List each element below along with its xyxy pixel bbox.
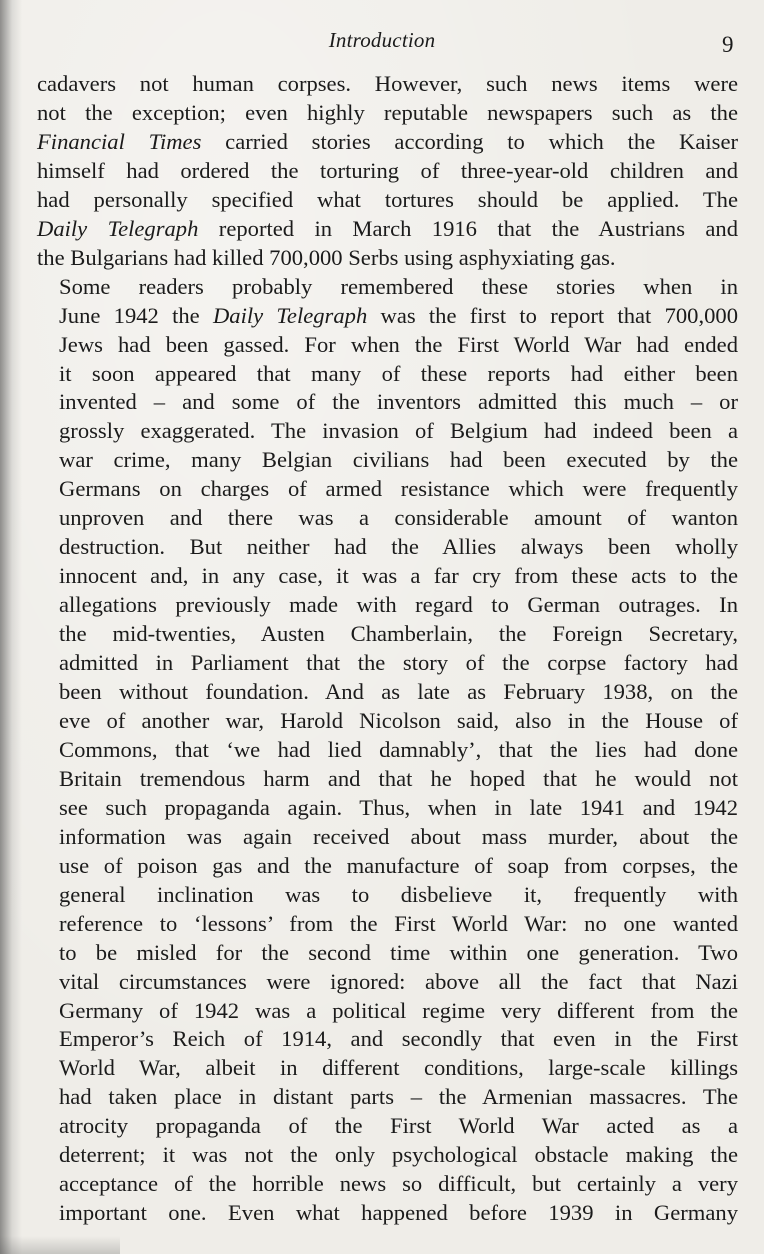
page-number: 9 — [722, 32, 734, 57]
text-line: atrocity propaganda of the First World War acted as a — [59, 1113, 738, 1139]
paragraph — [37, 70, 738, 273]
text-line: Britain tremendous harm and that he hoped that he would not — [59, 765, 738, 791]
text-line: Emperor’s Reich of 1914, and secondly that even in the First — [59, 1026, 738, 1052]
text-line: the Bulgarians had killed 700,000 Serbs using asphyxiating gas. — [37, 244, 616, 270]
text-line: allegations previously made with regard to German outrages. In — [59, 592, 738, 618]
text-line: use of poison gas and the manufacture of soap from corpses, the — [59, 852, 738, 878]
text-line: reference to ‘lessons’ from the First World War: no one wanted — [59, 910, 738, 936]
text-line: grossly exaggerated. The invasion of Belgium had indeed been a — [59, 418, 738, 444]
text-line: eve of another war, Harold Nicolson said, also in the House of — [59, 707, 738, 733]
text-line — [37, 215, 738, 244]
text-line: not the exception; even highly reputable newspapers such as the — [37, 99, 738, 125]
text-run: June 1942 the — [59, 302, 213, 328]
text-line: the mid-twenties, Austen Chamberlain, the Foreign Secretary, — [59, 621, 738, 647]
publication-title: Daily Telegraph — [212, 302, 368, 328]
text-line — [37, 302, 738, 331]
text-line: invented – and some of the inventors admitted this much – or — [59, 389, 738, 415]
running-head: Introduction — [328, 28, 436, 52]
text-line: vital circumstances were ignored: above all the fact that Nazi — [59, 968, 738, 994]
text-line: general inclination was to disbelieve it, frequently with — [59, 881, 738, 907]
text-line: information was again received about mass murder, about the — [59, 823, 738, 849]
text-line: to be misled for the second time within one generation. Two — [59, 939, 738, 965]
text-line: been without foundation. And as late as February 1938, on the — [59, 679, 738, 705]
spine-shadow — [0, 0, 22, 1254]
text-line: Germany of 1942 was a political regime very different from the — [59, 997, 738, 1023]
text-line: it soon appeared that many of these reports had either been — [59, 360, 738, 386]
publication-title: Daily Telegraph — [37, 215, 199, 241]
text-line: important one. Even what happened before 1939 in Germany — [59, 1200, 738, 1226]
text-line: Commons, that ‘we had lied damnably’, that the lies had done — [59, 736, 738, 762]
text-run: reported in March 1916 that the Austrians and — [198, 215, 738, 241]
text-run: was the first to report that 700,000 — [367, 302, 738, 328]
text-line: had taken place in distant parts – the Armenian massacres. The — [59, 1084, 738, 1110]
text-line — [37, 128, 738, 157]
text-line: destruction. But neither had the Allies always been wholly — [59, 534, 738, 560]
text-line: cadavers not human corpses. However, such news items were — [37, 71, 738, 96]
text-line: war crime, many Belgian civilians had been executed by the — [59, 447, 738, 473]
text-line: innocent and, in any case, it was a far cry from these acts to the — [59, 563, 738, 589]
text-line: World War, albeit in different conditions, large-scale killings — [59, 1055, 738, 1081]
text-line: Germans on charges of armed resistance which were frequently — [59, 476, 738, 502]
body-text — [37, 70, 738, 1228]
text-line: had personally specified what tortures should be applied. The — [37, 186, 738, 212]
publication-title: Financial Times — [37, 128, 202, 154]
text-line: Some readers probably remembered these stories when in — [59, 273, 738, 299]
text-line: acceptance of the horrible news so difficult, but certainly a very — [59, 1171, 738, 1197]
text-line: see such propaganda again. Thus, when in late 1941 and 1942 — [59, 794, 738, 820]
text-line: Jews had been gassed. For when the First World War had ended — [59, 331, 738, 357]
text-line: unproven and there was a considerable amount of wanton — [59, 505, 738, 531]
text-line: deterrent; it was not the only psychological obstacle making the — [59, 1142, 738, 1168]
text-line: admitted in Parliament that the story of the corpse factory had — [59, 650, 738, 676]
paragraph — [37, 273, 738, 1228]
scan-edge-shadow — [0, 1236, 120, 1254]
text-run: carried stories according to which the Kaiser — [201, 128, 738, 154]
text-line: himself had ordered the torturing of three-year-old children and — [37, 157, 738, 183]
